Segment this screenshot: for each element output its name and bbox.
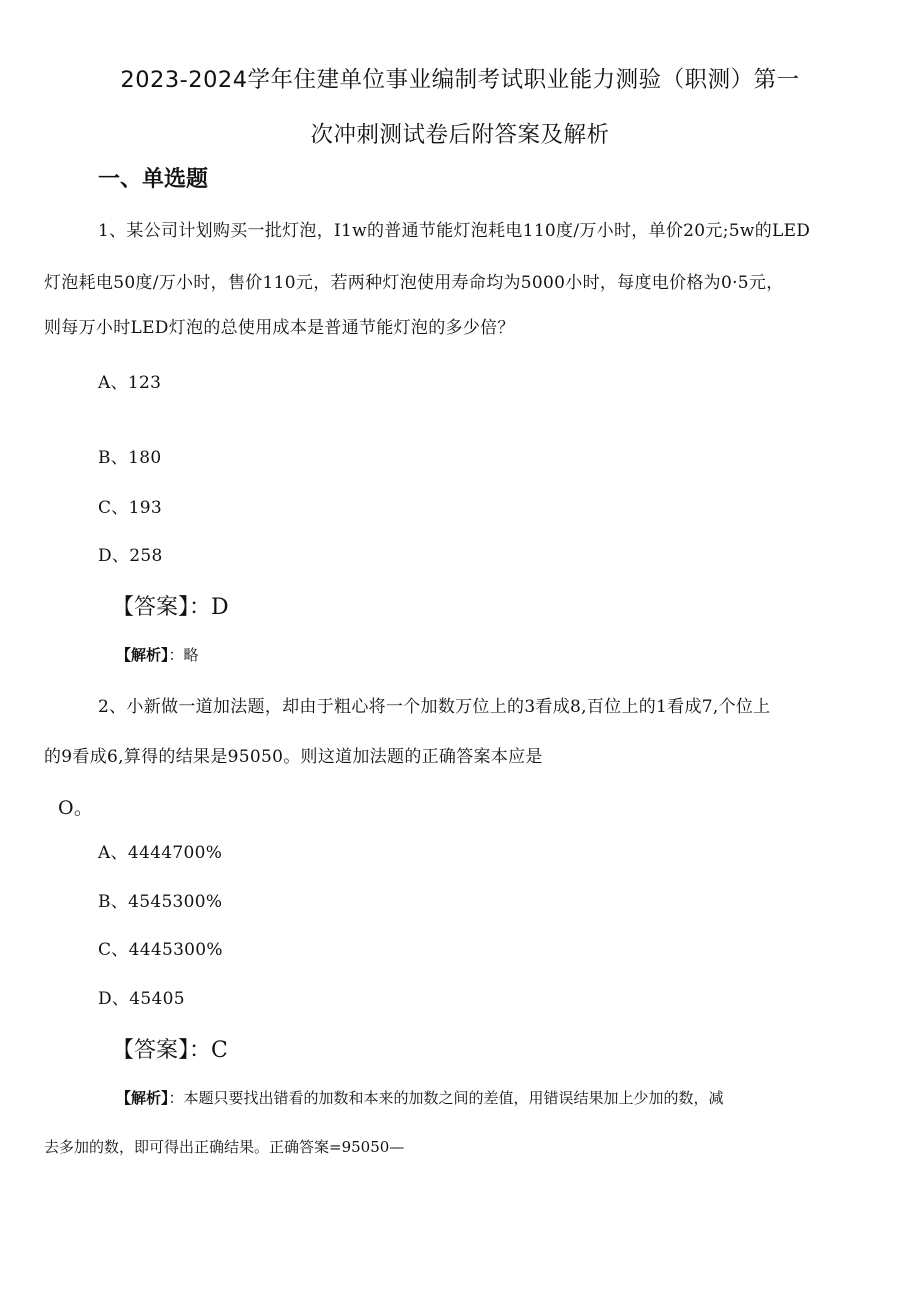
answer-label: 【答案】 xyxy=(112,595,190,620)
question-2-answer xyxy=(112,1033,228,1064)
question-2-analysis-line-1 xyxy=(116,1087,724,1108)
question-2-option-c: C、4445300% xyxy=(98,940,223,960)
question-1-text-line-2: 灯泡耗电50度/万小时，售价110元，若两种灯泡使用寿命均为5000小时，每度电价格为0·5元， xyxy=(44,273,784,293)
question-1-option-d: D、258 xyxy=(98,546,163,566)
answer-value: D xyxy=(211,595,229,620)
section-heading: 一、单选题 xyxy=(98,167,209,192)
question-1-option-c: C、193 xyxy=(98,498,162,518)
answer-separator: ： xyxy=(189,1038,212,1063)
question-1-text-line-3: 则每万小时LED灯泡的总使用成本是普通节能灯泡的多少倍？ xyxy=(44,318,515,338)
analysis-text-line-1: 略 xyxy=(183,646,199,664)
question-1-answer xyxy=(112,590,229,621)
question-2-option-b: B、4545300% xyxy=(98,892,223,912)
question-1-option-b: B、180 xyxy=(98,448,162,468)
question-2-text-line-1: 2、小新做一道加法题，却由于粗心将一个加数万位上的3看成8,百位上的1看成7,个位上 xyxy=(98,697,771,717)
question-1-option-a: A、123 xyxy=(98,373,162,393)
question-2-option-d: D、45405 xyxy=(98,989,185,1009)
analysis-text-line-1: 本题只要找出错看的加数和本来的加数之间的差值，用错误结果加上少加的数，减 xyxy=(183,1089,724,1107)
question-2-analysis-line-2: 去多加的数，即可得出正确结果。正确答案=95050— xyxy=(44,1138,405,1156)
question-1-analysis xyxy=(116,644,199,665)
document-title-line-1: 2023-2024学年住建单位事业编制考试职业能力测验（职测）第一 xyxy=(120,67,800,93)
analysis-separator: ： xyxy=(168,646,184,664)
answer-label: 【答案】 xyxy=(112,1038,190,1063)
document-title-line-2: 次冲刺测试卷后附答案及解析 xyxy=(310,122,610,148)
question-2-text-line-2: 的9看成6,算得的结果是95050。则这道加法题的正确答案本应是 xyxy=(44,747,543,767)
question-1-text-line-1: 1、某公司计划购买一批灯泡，I1w的普通节能灯泡耗电110度/万小时，单价20元;5w的LED xyxy=(98,221,811,241)
analysis-separator: ： xyxy=(168,1089,184,1107)
answer-value: C xyxy=(211,1038,228,1063)
answer-separator: ： xyxy=(189,595,212,620)
analysis-label: 【解析】 xyxy=(116,646,169,664)
question-2-text-line-3: O。 xyxy=(58,797,94,819)
analysis-label: 【解析】 xyxy=(116,1089,169,1107)
question-2-option-a: A、4444700% xyxy=(98,843,223,863)
